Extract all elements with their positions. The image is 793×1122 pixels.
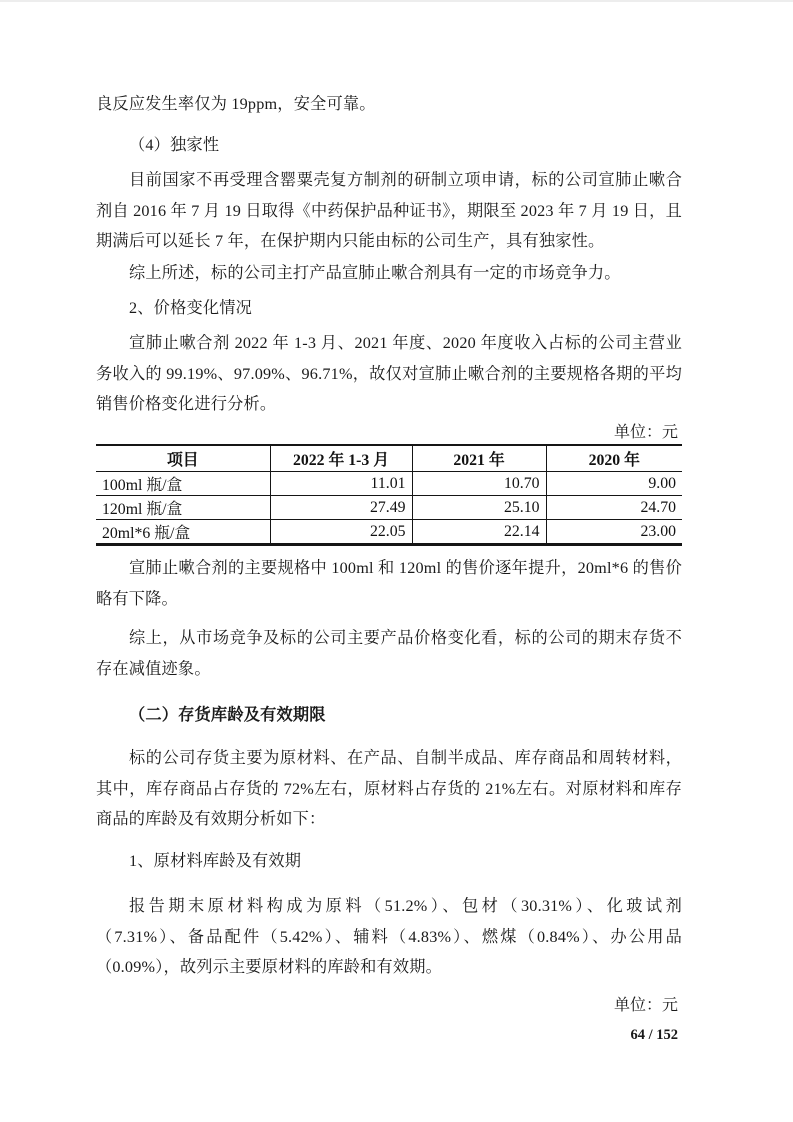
para-competitiveness: 综上所述，标的公司主打产品宣肺止嗽合剂具有一定的市场竞争力。 — [129, 264, 621, 282]
cell-value: 22.05 — [270, 520, 412, 545]
heading-raw-material: 1、原材料库龄及有效期 — [129, 852, 302, 870]
para-inventory-overview: 标的公司存货主要为原材料、在产品、自制半成品、库存商品和周转材料，其中，库存商品占存货的 72%左右，原材料占存货的 21%左右。对原材料和库存商品的库龄及有效期分析如下： — [96, 749, 682, 829]
heading-exclusivity: （4）独家性 — [129, 136, 220, 154]
unit-label-bottom: 单位：元 — [613, 997, 678, 1014]
price-table — [96, 444, 682, 546]
para-exclusivity: 目前国家不再受理含罂粟壳复方制剂的研制立项申请，标的公司宣肺止嗽合剂自 2016 年 7 月 19 日取得《中药保护品种证书》，期限至 2023 年 7 月 19 日，且期满后可以延长 7 年，在保护期内只能由标的公司生产，具有独家性。 — [96, 171, 682, 251]
cell-value: 9.00 — [546, 472, 682, 496]
column-header-2021: 2021 年 — [412, 445, 546, 472]
para-price-intro: 宣肺止嗽合剂 2022 年 1-3 月、2021 年度、2020 年度收入占标的公司主营业务收入的 99.19%、97.09%、96.71%，故仅对宣肺止嗽合剂的主要规格各期的平均销售价格变化进行分析。 — [96, 334, 682, 414]
unit-label-top: 单位：元 — [613, 424, 678, 441]
cell-value: 23.00 — [546, 520, 682, 545]
page-number: 64 / 152 — [630, 1027, 678, 1043]
cell-value: 24.70 — [546, 496, 682, 520]
column-header-2022: 2022 年 1-3 月 — [270, 445, 412, 472]
heading-inventory-age: （二）存货库龄及有效期限 — [129, 706, 326, 724]
para-raw-material: 报告期末原材料构成为原料（51.2%）、包材（30.31%）、化玻试剂（7.31%）、备品配件（5.42%）、辅料（4.83%）、燃煤（0.84%）、办公用品（0.09%），故列示主要原材料的库龄和有效期。 — [96, 897, 682, 977]
price-table-header-row — [96, 445, 682, 472]
cell-value: 22.14 — [412, 520, 546, 545]
para-no-impairment: 综上，从市场竞争及标的公司主要产品价格变化看，标的公司的期末存货不存在减值迹象。 — [96, 629, 682, 678]
row-label: 100ml 瓶/盒 — [96, 472, 270, 496]
cell-value: 10.70 — [412, 472, 546, 496]
row-label: 120ml 瓶/盒 — [96, 496, 270, 520]
cell-value: 27.49 — [270, 496, 412, 520]
table-row-100ml — [96, 472, 682, 496]
cell-value: 11.01 — [270, 472, 412, 496]
para-price-trend: 宣肺止嗽合剂的主要规格中 100ml 和 120ml 的售价逐年提升，20ml*6 的售价略有下降。 — [96, 559, 682, 608]
heading-price-change: 2、价格变化情况 — [129, 299, 253, 317]
column-header-item: 项目 — [96, 445, 270, 472]
column-header-2020: 2020 年 — [546, 445, 682, 472]
carryover-line: 良反应发生率仅为 19ppm，安全可靠。 — [96, 95, 376, 113]
table-row-20ml6 — [96, 520, 682, 545]
table-row-120ml — [96, 496, 682, 520]
row-label: 20ml*6 瓶/盒 — [102, 525, 191, 542]
cell-value: 25.10 — [412, 496, 546, 520]
